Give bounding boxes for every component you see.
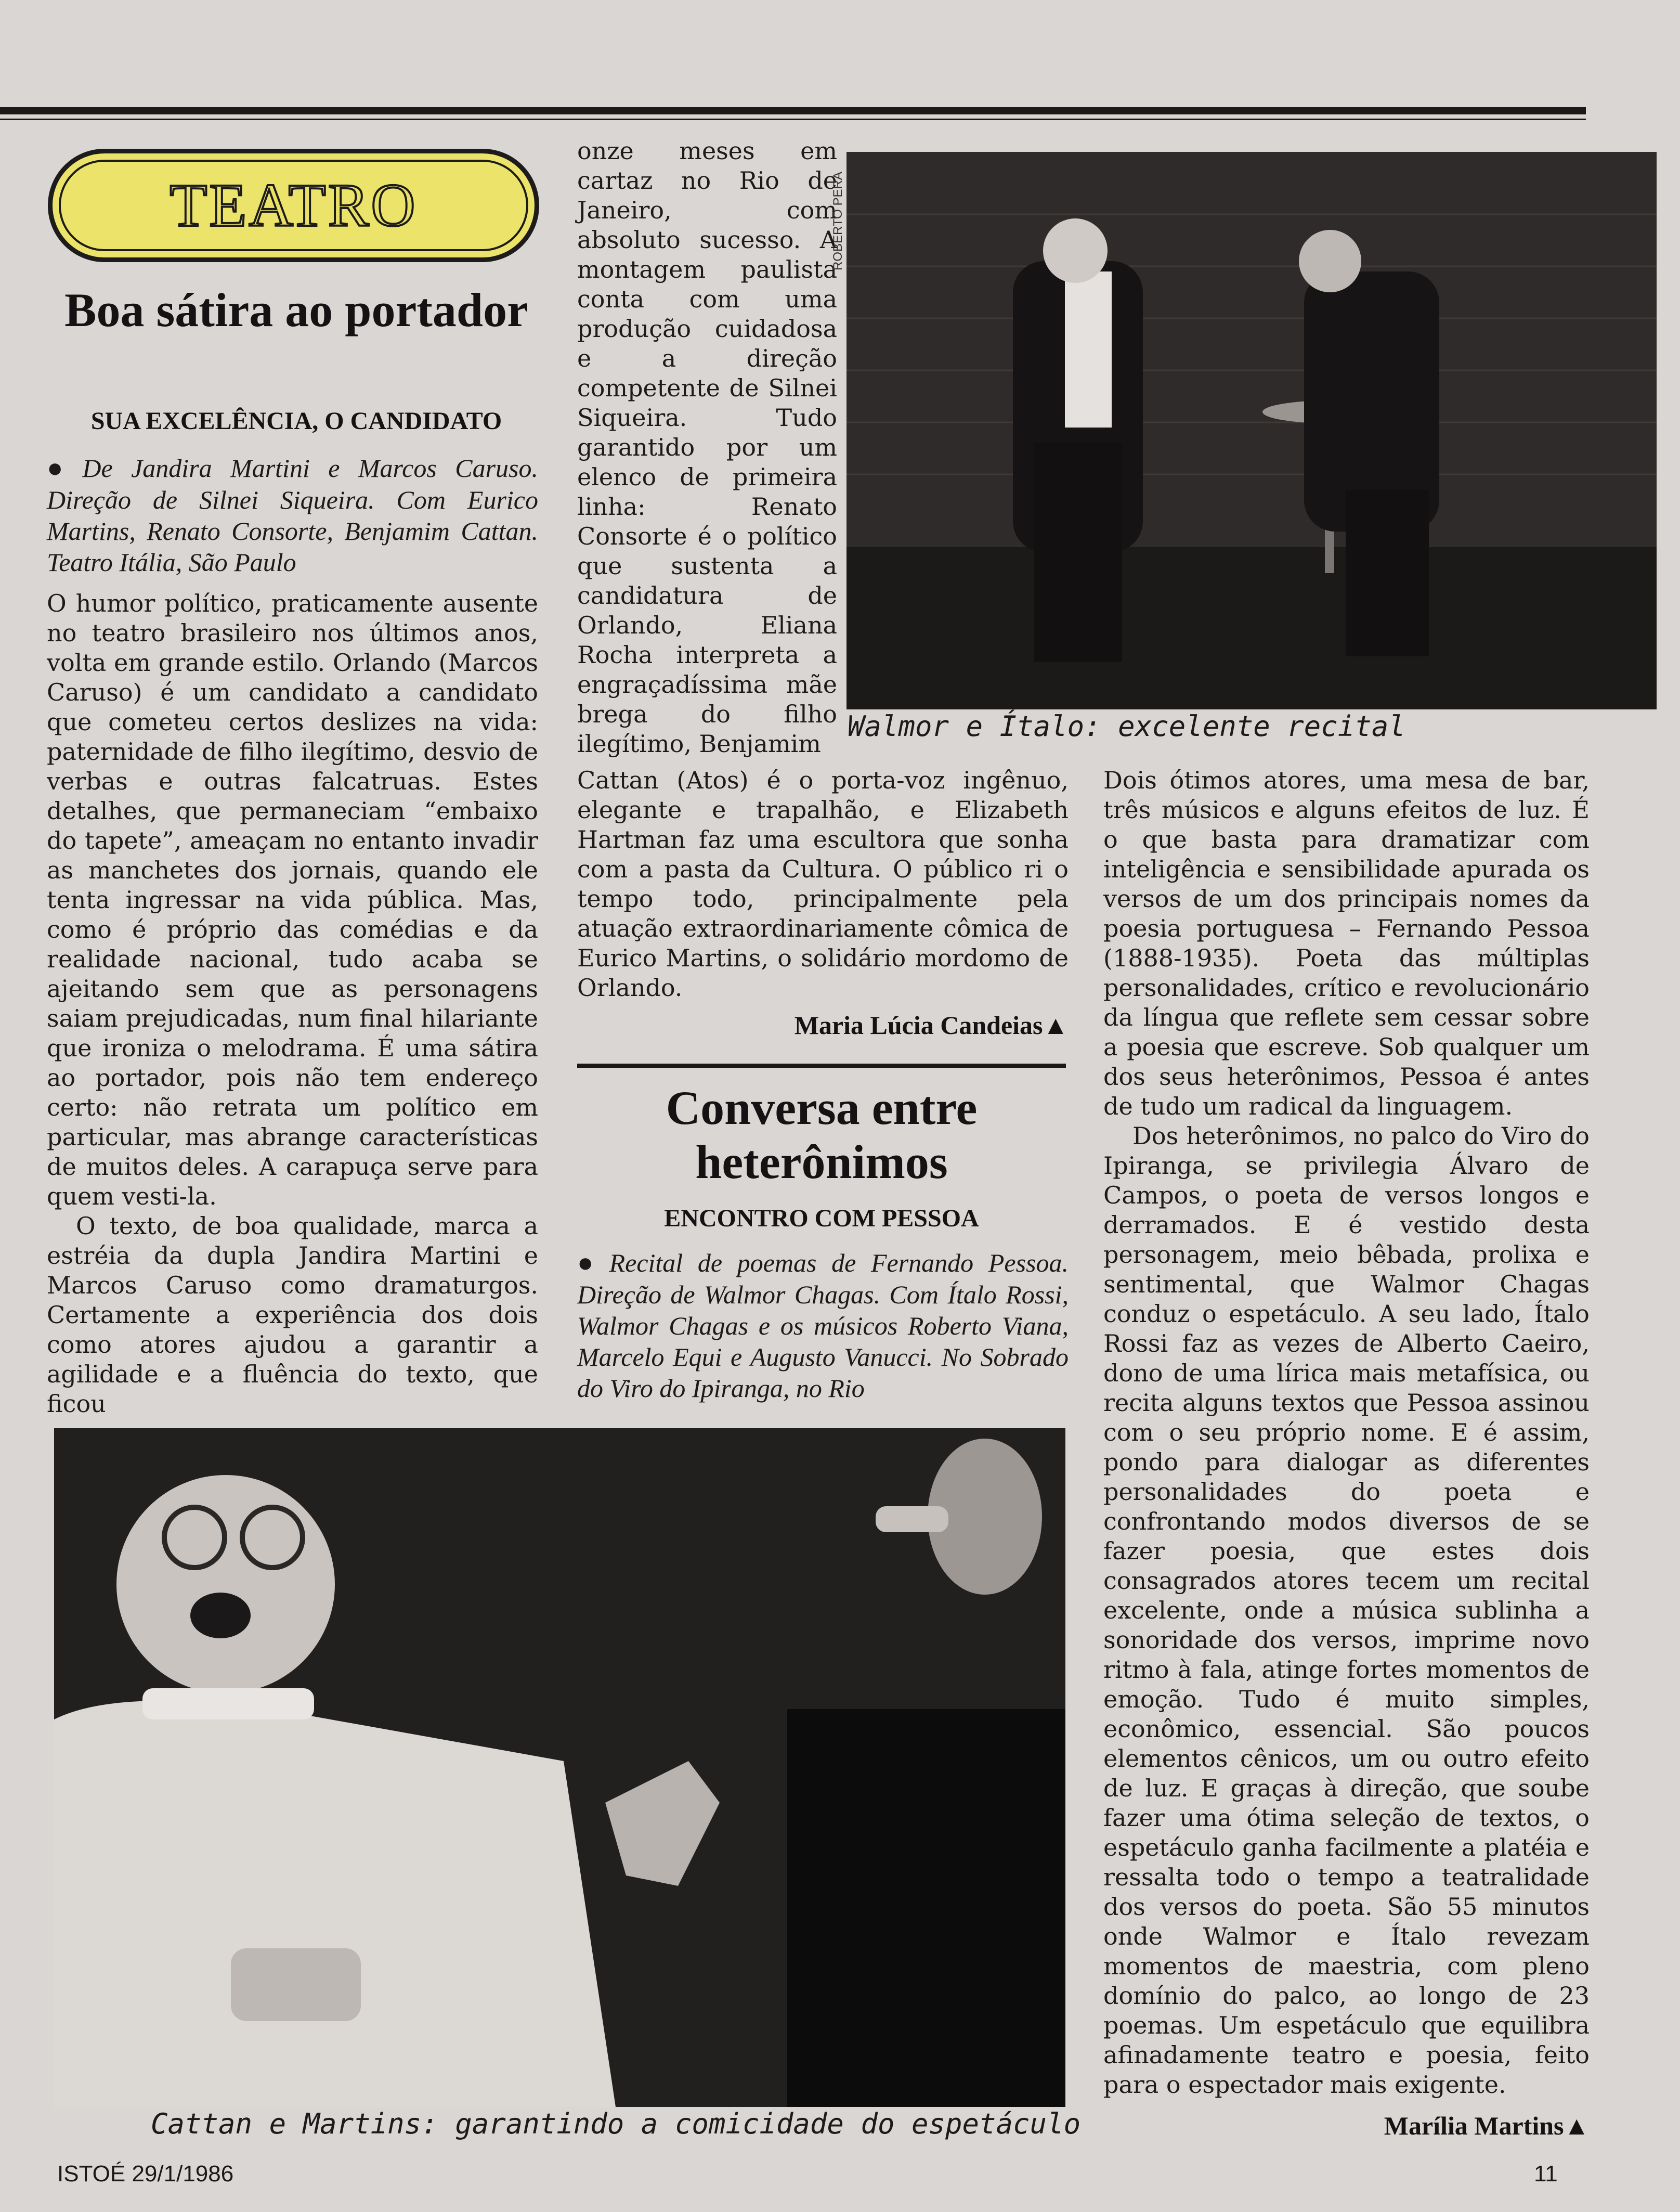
paragraph: Dos heterônimos, no palco do Viro do Ipiranga, se privilegia Álvaro de Campos, o poeta de versos longos e derramados. E é vestido desta personagem, meio bêbada, prolixa e sentimental, que Walmor Chagas conduz o espetáculo. A seu lado, Ítalo Rossi faz as vezes de Alberto Caeiro, dono de uma lírica mais metafísica, ou recita alguns textos que Pessoa assinou com o seu próprio nome. E é assim, pondo para dialogar as diferentes personalidades do poeta e confrontando modos diversos de se fazer poesia, que estes dois consagrados atores tecem um recital excelente, onde a música sublinha a sonoridade dos versos, imprime novo ritmo à fala, atinge fortes momentos de emoção. Tudo é muito simples, econômico, essencial. São poucos elementos cênicos, um ou outro efeito de luz. E graças à direção, que soube fazer uma ótima seleção de textos, o espetáculo ganha facilmente a platéia e ressalta todo o tempo a teatralidade dos versos do poeta. São 55 minutos onde Walmor e Ítalo revezam momentos de maestria, com pleno domínio do palco, ao longo de 23 poemas. Um espetáculo que equilibra afinadamente teatro e poesia, feito para o espectador mais exigente. bbox=[1103, 1122, 1590, 2099]
review1-body-col2-narrow bbox=[577, 136, 837, 759]
review2-credits bbox=[577, 1247, 1069, 1404]
photo-cattan-and-martins bbox=[54, 1428, 1065, 2107]
paragraph: onze meses em cartaz no Rio de Janeiro, com absoluto sucesso. A montagem paulista conta com uma produção cuidadosa e a direção competente de Silnei Siqueira. Tudo garantido por um elenco de primeira linha: Renato Consorte é o político que sustenta a candidatura de Orlando, Eliana Rocha interpreta a engraçadíssima mãe brega do filho ilegítimo, Benjamim bbox=[577, 137, 837, 758]
photo-performers-illustration bbox=[54, 1428, 1065, 2107]
photo-credit: ROBERTO PERA bbox=[831, 172, 845, 270]
review1-credits bbox=[47, 452, 538, 578]
bullet-icon: ● bbox=[47, 454, 75, 483]
photo1-caption: Walmor e Ítalo: excelente recital bbox=[848, 710, 1405, 743]
review1-kicker: SUA EXCELÊNCIA, O CANDIDATO bbox=[90, 407, 502, 435]
section-divider bbox=[577, 1064, 1066, 1068]
review2-signature: Marília Martins▲ bbox=[1384, 2111, 1590, 2140]
photo2-caption: Cattan e Martins: garantindo a comicidade do espetáculo bbox=[151, 2107, 1081, 2140]
review1-credits-text: De Jandira Martini e Marcos Caruso. Direção de Silnei Siqueira. Com Eurico Martins, Renato Consorte, Benjamim Cattan. Teatro Itália, São Paulo bbox=[47, 454, 538, 577]
top-rule-thin bbox=[0, 119, 1586, 120]
footer-issue: ISTOÉ 29/1/1986 bbox=[57, 2161, 234, 2187]
top-rule bbox=[0, 107, 1586, 114]
photo-actors-illustration bbox=[846, 152, 1657, 709]
review1-body-col1 bbox=[47, 589, 538, 1419]
paragraph: Cattan (Atos) é o porta-voz ingênuo, elegante e trapalhão, e Elizabeth Hartman faz uma escultora que sonha com a pasta da Cultura. O público ri o tempo todo, principalmente pela atuação extraordinariamente cômica de Eurico Martins, o solidário mordomo de Orlando. bbox=[577, 766, 1069, 1002]
section-badge bbox=[48, 149, 539, 262]
review2-kicker: ENCONTRO COM PESSOA bbox=[664, 1205, 979, 1232]
bullet-icon: ● bbox=[577, 1248, 602, 1278]
section-label: TEATRO bbox=[170, 171, 418, 239]
review2-headline: Conversa entre heterônimos bbox=[666, 1081, 978, 1188]
review2-credits-text: Recital de poemas de Fernando Pessoa. Direção de Walmor Chagas. Com Ítalo Rossi, Walmor Chagas e os músicos Roberto Viana, Marcelo Equi e Augusto Vanucci. No Sobrado do Viro do Ipiranga, no Rio bbox=[577, 1248, 1069, 1403]
photo-actors-at-table bbox=[846, 152, 1657, 709]
review1-body-col2-wide bbox=[577, 766, 1069, 1003]
paragraph: O texto, de boa qualidade, marca a estréia da dupla Jandira Martini e Marcos Caruso como dramaturgos. Certamente a experiência dos dois como atores ajudou a garantir a agilidade e a fluência do texto, que ficou bbox=[47, 1212, 538, 1418]
footer-page-number: 11 bbox=[1534, 2161, 1558, 2187]
paragraph: O humor político, praticamente ausente no teatro brasileiro nos últimos anos, volta em grande estilo. Orlando (Marcos Caruso) é um candidato a candidato que cometeu certos deslizes na vida: paternidade de filho ilegítimo, desvio de verbas e outras falcatruas. Estes detalhes, que permaneciam “embaixo do tapete”, ameaçam no entanto invadir as manchetes dos jornais, quando ele tenta ingressar na vida pública. Mas, como é próprio das comédias e da realidade nacional, tudo acaba se ajeitando sem que as personagens saiam prejudicadas, num final hilariante que ironiza o melodrama. É uma sátira ao portador, pois não tem endereço certo: não retrata um político em particular, mas abrange características de muitos deles. A carapuça serve para quem vesti-la. bbox=[47, 589, 538, 1210]
paragraph: Dois ótimos atores, uma mesa de bar, três músicos e alguns efeitos de luz. É o que basta para dramatizar com inteligência e sensibilidade apurada os versos de um dos principais nomes da poesia portuguesa – Fernando Pessoa (1888-1935). Poeta das múltiplas personalidades, crítico e revolucionário da língua que reflete sem cessar sobre a poesia que escreve. Sob qualquer um dos seus heterônimos, Pessoa é antes de tudo um radical da linguagem. bbox=[1103, 766, 1590, 1120]
review2-body bbox=[1103, 766, 1590, 2100]
review1-headline: Boa sátira ao portador bbox=[64, 283, 528, 337]
review1-signature: Maria Lúcia Candeias▲ bbox=[794, 1011, 1069, 1040]
